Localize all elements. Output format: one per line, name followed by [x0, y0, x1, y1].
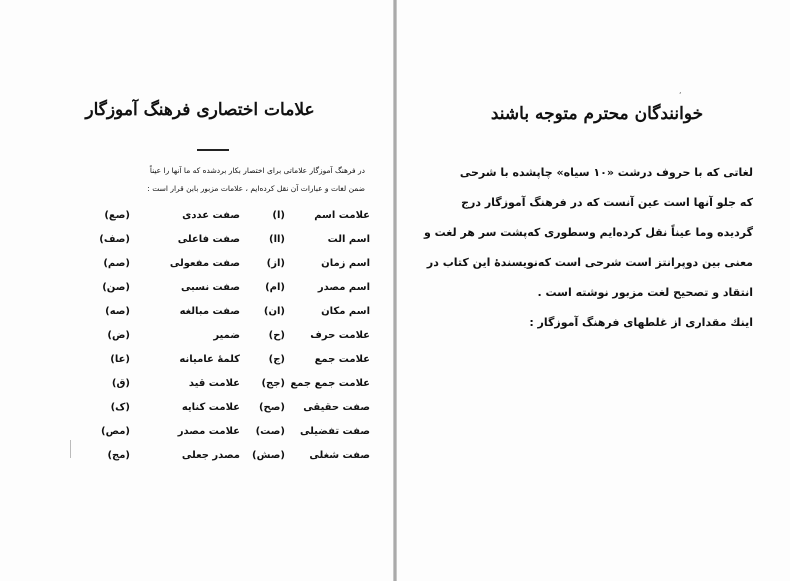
abbreviation-row — [48, 230, 370, 254]
abbreviation-row — [48, 254, 370, 278]
page-mark — [70, 440, 71, 458]
abbreviation-term: علامت جمع جمع — [290, 378, 370, 389]
abbreviation-term: صفت عددی — [182, 210, 240, 221]
abbreviation-code: (جج) — [261, 378, 285, 389]
abbreviation-term: صفت شغلی — [309, 450, 370, 461]
abbreviation-term: اسم الت — [327, 234, 370, 245]
abbreviation-code: (ک) — [110, 402, 130, 413]
abbreviations-table — [48, 206, 370, 470]
abbreviation-term: صفت فاعلی — [177, 234, 240, 245]
abbreviation-row — [48, 278, 370, 302]
notice-paragraph — [423, 158, 753, 338]
abbreviation-term: صفت حقیقی — [303, 402, 370, 413]
abbreviation-term: صفت مبالغه — [179, 306, 240, 317]
intro-line-2: ضمن لغات و عبارات آن نقل کرده‌ایم ، علامات مزبور بابن قرار است : — [147, 184, 365, 193]
right-page — [397, 0, 790, 581]
abbreviation-term: صفت تفضیلی — [299, 426, 370, 437]
abbreviation-term: مصدر جعلی — [181, 450, 240, 461]
abbreviation-code: (ام) — [265, 282, 285, 293]
abbreviation-term: صفت مفعولی — [169, 258, 240, 269]
abbreviation-code: (صه) — [105, 306, 130, 317]
abbreviation-term: ضمیر — [213, 330, 240, 341]
abbreviation-term: علامت حرف — [310, 330, 370, 341]
abbreviation-code: (ق) — [111, 378, 130, 389]
abbreviation-term: علامت اسم — [314, 210, 370, 221]
abbreviation-term: اسم مصدر — [317, 282, 370, 293]
abbreviation-row — [48, 350, 370, 374]
abbreviation-row — [48, 398, 370, 422]
abbreviation-code: (عا) — [110, 354, 130, 365]
abbreviation-code: (صف) — [99, 234, 130, 245]
abbreviation-term: کلمهٔ عامیانه — [179, 354, 240, 365]
abbreviation-row — [48, 422, 370, 446]
abbreviation-code: (صت) — [255, 426, 285, 437]
abbreviation-code: (اا) — [269, 234, 285, 245]
abbreviation-term: اسم مکان — [321, 306, 370, 317]
abbreviation-code: (صن) — [102, 282, 130, 293]
notice-line: انتقاد و تصحیح لغت مزبور نوشته است . — [537, 286, 753, 299]
abbreviation-code: (صم) — [103, 258, 130, 269]
abbreviation-term: صفت نسبی — [180, 282, 240, 293]
notice-line: که جلو آنها است عین آنست که در فرهنگ آموزگار درج — [461, 196, 753, 209]
title-underline — [197, 149, 229, 151]
abbreviations-title: علامات اختصاری فرهنگ آموزگار — [85, 100, 315, 120]
abbreviation-row — [48, 302, 370, 326]
abbreviation-term: اسم زمان — [321, 258, 370, 269]
notice-line: معنی بین دوپرانتز است شرحی است که‌نویسندهٔ این کتاب در — [426, 256, 753, 269]
abbreviation-term: علامت مصدر — [177, 426, 240, 437]
abbreviation-term: علامت قید — [188, 378, 240, 389]
abbreviation-row — [48, 326, 370, 350]
abbreviation-code: (مج) — [107, 450, 130, 461]
abbreviation-code: (ان) — [263, 306, 285, 317]
abbreviation-code: (مص) — [101, 426, 130, 437]
notice-line: لغاتی که با حروف درشت «۱۰ سیاه» چاپشده با شرحی — [459, 166, 753, 179]
abbreviation-term: علامت جمع — [314, 354, 370, 365]
notice-line: اینك مقداری از غلطهای فرهنگ آموزگار : — [529, 316, 753, 329]
abbreviation-code: (ا) — [272, 210, 285, 221]
abbreviation-term: علامت کنایه — [181, 402, 240, 413]
abbreviation-code: (ج) — [268, 354, 285, 365]
abbreviation-code: (ح) — [268, 330, 285, 341]
abbreviation-row — [48, 206, 370, 230]
left-page — [0, 0, 393, 581]
notice-title: خوانندگان محترم متوجه باشند — [490, 104, 704, 124]
abbreviation-code: (ض) — [107, 330, 130, 341]
abbreviation-row — [48, 374, 370, 398]
abbreviation-code: (صش) — [252, 450, 285, 461]
abbreviation-code: (صح) — [258, 402, 285, 413]
notice-line: گردیده وما عیناً نقل کرده‌ایم وسطوری که‌پشت سر هر لغت و — [423, 226, 753, 239]
abbreviation-code: (صع) — [104, 210, 130, 221]
ink-speck: , — [679, 86, 682, 95]
intro-line-1: در فرهنگ آموزگار علاماتی برای اختصار بکار بردشده که ما آنها را عیناً — [149, 166, 365, 175]
abbreviation-code: (از) — [266, 258, 285, 269]
abbreviation-row — [48, 446, 370, 470]
